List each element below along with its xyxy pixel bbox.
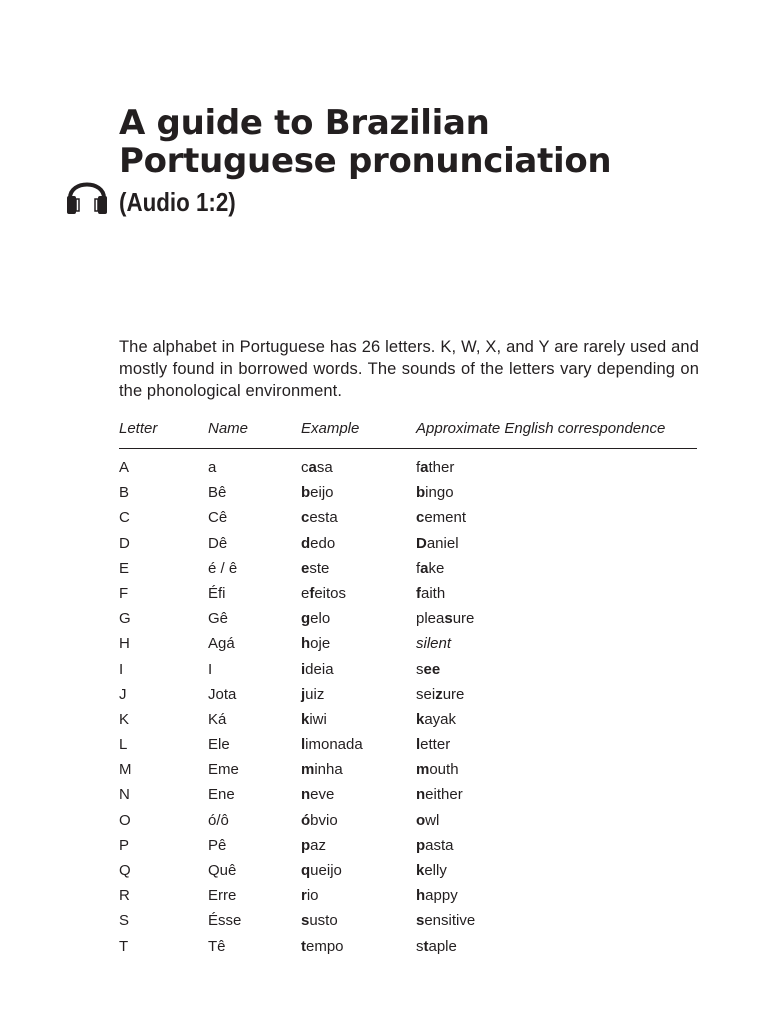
table-row [119,732,697,757]
english-post: outh [429,761,459,779]
example-bold: k [301,710,310,728]
english-correspondence-cell [416,556,697,581]
english-pre: s [416,937,424,955]
english-post: wl [425,811,440,829]
example-word-cell [301,808,416,833]
example-word-cell [301,858,416,883]
letter-name-cell: Ele [208,736,230,754]
example-word-cell [301,682,416,707]
table-row [119,455,697,480]
table-row [119,934,697,959]
example-bold: ó [301,811,311,829]
example-word-cell [301,631,416,656]
letter-cell: C [119,509,130,527]
example-bold: h [301,635,311,653]
english-bold: l [416,736,421,754]
example-bold: p [301,836,311,854]
table-row [119,505,697,530]
example-word-cell [301,556,416,581]
english-bold: c [416,509,425,527]
english-post: elly [424,862,447,879]
example-word-cell [301,480,416,505]
letter-name-cell: ó/ô [208,811,229,829]
example-post: eve [310,786,335,804]
letter-name-cell: Ká [208,710,227,728]
english-post: aith [421,584,446,602]
letter-cell: M [119,761,132,779]
letter-name-cell: Ene [208,786,235,804]
english-post: ure [442,685,465,703]
example-post: imonada [305,736,363,754]
example-word-cell [301,908,416,933]
english-bold: k [416,710,425,728]
english-bold: n [416,786,426,804]
english-bold: s [444,610,453,628]
letter-cell: R [119,887,130,905]
example-bold: e [301,559,310,577]
title-line-2: Portuguese pronunciation [119,141,612,181]
example-bold: c [301,509,310,527]
example-post: eitos [314,584,347,602]
example-bold: l [301,736,306,754]
letter-name-cell: I [208,660,213,678]
english-post: appy [425,887,458,905]
page-title [119,104,611,180]
example-bold: r [301,887,307,905]
english-bold: ee [423,660,441,678]
letter-name-cell: Ésse [208,912,242,930]
english-correspondence-cell [416,505,697,530]
example-word-cell [301,657,416,682]
letter-name-cell: Pê [208,836,227,854]
letter-cell: F [119,584,129,602]
letter-name-cell: Dê [208,534,228,552]
english-correspondence-cell [416,757,697,782]
letter-name-cell: Cê [208,509,228,527]
example-post: ueijo [310,862,342,879]
letter-name-cell: Agá [208,635,235,653]
english-post: ement [424,509,467,527]
table-row [119,707,697,732]
english-correspondence-cell [416,480,697,505]
english-pre: f [416,459,421,476]
example-bold: q [301,862,311,879]
english-bold: p [416,836,426,854]
english-correspondence-cell [416,707,697,732]
english-correspondence-cell [416,808,697,833]
example-bold: i [301,660,306,678]
example-post: io [306,887,319,905]
letter-cell: L [119,736,128,754]
english-post: ther [428,459,455,476]
table-body [119,455,697,959]
letter-cell: N [119,786,130,804]
example-bold: g [301,610,311,628]
table-header [119,418,697,440]
intro-paragraph: The alphabet in Portuguese has 26 letters. K, W, X, and Y are rarely used and mostly found in borrowed words. The sounds of the letters vary depending on the phonological environment. [119,338,699,400]
english-post: asta [425,836,454,854]
english-bold: h [416,887,426,905]
letter-name-cell: Jota [208,685,237,703]
table-row [119,782,697,807]
letter-cell: J [119,685,127,703]
letter-cell: E [119,559,130,577]
example-word-cell [301,455,416,480]
table-row [119,808,697,833]
header-english: Approximate English correspondence [416,420,666,437]
example-bold: a [308,459,317,476]
english-correspondence-cell [416,782,697,807]
english-pre: s [416,660,424,678]
example-bold: f [309,584,315,602]
letter-cell: P [119,836,130,854]
example-word-cell [301,531,416,556]
english-post: ure [452,610,475,628]
letter-name-cell: Tê [208,937,226,955]
letter-cell: Q [119,862,131,879]
letter-name-cell: Bê [208,484,227,502]
english-correspondence-cell [416,631,697,656]
example-word-cell [301,732,416,757]
table-row [119,631,697,656]
example-post: ste [309,559,330,577]
english-pre: f [416,559,421,577]
english-bold: t [423,937,429,955]
english-correspondence-cell [416,883,697,908]
example-post: empo [306,937,344,955]
letter-cell: B [119,484,130,502]
english-correspondence-cell [416,934,697,959]
example-word-cell [301,505,416,530]
header-name: Name [208,420,249,437]
letter-cell: H [119,635,130,653]
english-pre: plea [416,610,445,628]
english-post: either [425,786,463,804]
english-post: ke [428,559,445,577]
table-row [119,556,697,581]
example-post: esta [309,509,338,527]
example-pre: c [301,459,309,476]
example-bold: n [301,786,311,804]
header-letter: Letter [119,420,158,437]
letter-cell: G [119,610,131,628]
letter-name-cell: Gê [208,610,229,628]
english-bold: D [416,534,427,552]
example-word-cell [301,707,416,732]
english-bold: f [416,584,421,602]
table-row [119,833,697,858]
english-bold: a [420,459,429,476]
example-post: iwi [309,710,327,728]
header-divider [119,448,697,449]
english-post: ensitive [424,912,476,930]
english-bold: m [416,761,430,779]
title-line-1: A guide to Brazilian [119,103,490,143]
example-word-cell [301,934,416,959]
letter-name-cell: Erre [208,887,237,905]
table-row [119,606,697,631]
example-post: bvio [310,811,338,829]
english-correspondence-cell [416,455,697,480]
table-row [119,883,697,908]
example-post: oje [310,635,331,653]
english-post: aniel [426,534,459,552]
example-post: edo [310,534,336,552]
table-row [119,581,697,606]
letter-name-cell: a [208,459,217,476]
table-row [119,858,697,883]
example-post: elo [310,610,331,628]
letter-cell: S [119,912,130,930]
english-correspondence-cell [416,657,697,682]
example-bold: m [301,761,315,779]
table-row [119,657,697,682]
letter-cell: K [119,710,130,728]
example-bold: d [301,534,311,552]
audio-reference: (Audio 1:2) [119,187,236,217]
english-bold: a [420,559,429,577]
letter-cell: O [119,811,131,829]
english-correspondence-cell [416,606,697,631]
english-post: ayak [424,710,457,728]
example-bold: b [301,484,311,502]
letter-cell: I [119,660,124,678]
english-correspondence-cell [416,682,697,707]
english-bold: o [416,811,426,829]
letter-cell: T [119,937,129,955]
english-correspondence-cell [416,833,697,858]
example-pre: e [301,584,310,602]
header-example: Example [301,420,360,437]
table-row [119,908,697,933]
letter-name-cell: Eme [208,761,239,779]
example-post: usto [309,912,338,930]
example-post: deia [305,660,334,678]
letter-name-cell: é / ê [208,559,238,577]
example-post: eijo [310,484,334,502]
example-bold: s [301,912,310,930]
example-word-cell [301,883,416,908]
example-bold: j [301,685,306,703]
example-bold: t [301,937,306,955]
english-correspondence-cell [416,732,697,757]
english-post: etter [420,736,451,754]
example-word-cell [301,833,416,858]
table-row [119,480,697,505]
letter-name-cell: Quê [208,862,237,879]
table-row [119,682,697,707]
headphones-icon [64,168,110,216]
english-post: aple [428,937,457,955]
english-bold: k [416,862,425,879]
english-correspondence-cell [416,581,697,606]
english-bold: b [416,484,426,502]
english-correspondence-cell [416,858,697,883]
english-bold: z [435,685,443,703]
example-word-cell [301,757,416,782]
example-word-cell [301,782,416,807]
letter-name-cell: Éfi [208,584,226,602]
table-row [119,531,697,556]
example-post: uiz [305,685,325,703]
english-correspondence-cell [416,908,697,933]
example-post: inha [314,761,343,779]
english-post: ingo [425,484,454,502]
example-word-cell [301,606,416,631]
table-row [119,757,697,782]
example-post: az [310,836,327,854]
letter-cell: D [119,534,130,552]
example-post: sa [316,459,333,476]
english-pre: sei [416,685,436,703]
alphabet-table [119,418,697,959]
example-word-cell [301,581,416,606]
english-bold: s [416,912,425,930]
english-pre: silent [416,635,452,653]
english-correspondence-cell [416,531,697,556]
letter-cell: A [119,459,130,476]
